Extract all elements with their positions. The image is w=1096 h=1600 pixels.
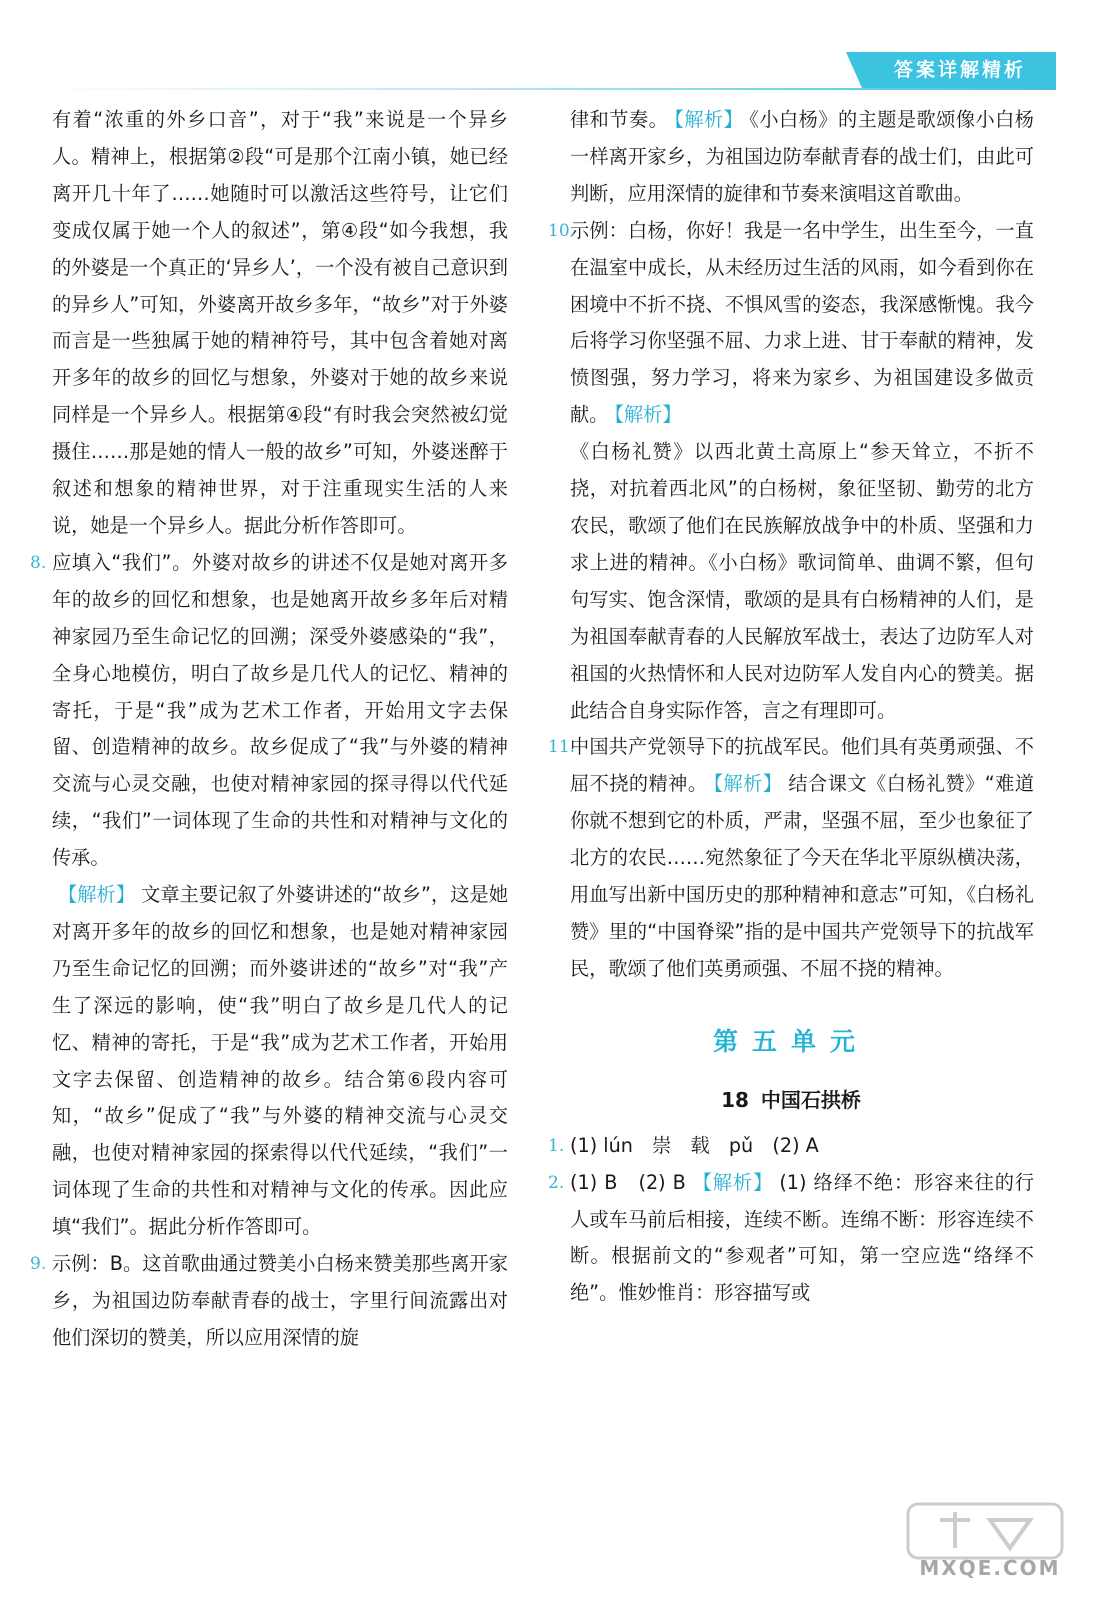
question-number: 1. xyxy=(548,1135,565,1156)
answer-paragraph xyxy=(30,545,508,877)
answer-paragraph xyxy=(30,102,508,545)
answer-paragraph xyxy=(548,213,1034,434)
analysis-tag: 【解析】 xyxy=(614,403,682,427)
question-number: 8. xyxy=(30,552,47,573)
header-divider xyxy=(40,88,1056,90)
answer-text: 律和节奏。 xyxy=(570,108,669,131)
lesson-heading xyxy=(548,1072,1034,1128)
analysis-tag: 【解析】 xyxy=(713,772,783,796)
analysis-tag: 【解析】 xyxy=(58,883,136,907)
analysis-paragraph xyxy=(548,434,1034,729)
answer-paragraph xyxy=(548,102,1034,213)
unit-heading: 第五单元 xyxy=(712,1026,869,1056)
answer-text: 有着“浓重的外乡口音”，对于“我”来说是一个异乡人。精神上，根据第②段“可是那个江南小镇，她已经离开几十年了……她随时可以激活这些符号，让它们变成仅属于她一个人的叙述”，第④段“如今我想，我的外婆是一个真正的‘异乡人’，一个没有被自己意识到的异乡人”可知，外婆离开故乡多年，“故乡”对于外婆而言是一些独属于她的精神符号，其中包含着她对离开多年的故乡的回忆与想象，外婆对于她的故乡来说同样是一个异乡人。根据第④段“有时我会突然被幻觉摄住……那是她的情人一般的故乡”可知，外婆迷醉于叙述和想象的精神世界，对于注重现实生活的人来说，她是一个异乡人。据此分析作答即可。 xyxy=(52,108,508,537)
answer-paragraph xyxy=(548,1128,1034,1165)
answer-text: (1) lún 崇 载 pǔ (2) A xyxy=(570,1133,819,1157)
answer-paragraph xyxy=(548,1165,1034,1313)
question-number: 10. xyxy=(548,220,576,241)
answer-text: 示例：白杨，你好！我是一名中学生，出生至今，一直在温室中成长，从未经历过生活的风雨，如今看到你在困境中不折不挠、不惧风雪的姿态，我深感惭愧。我今后将学习你坚强不屈、力求上进、甘于奉献的精神，发愤图强，努力学习，将来为家乡、为祖国建设多做贡献。 xyxy=(570,218,1034,427)
analysis-text: 文章主要记叙了外婆讲述的“故乡”，这是她对离开多年的故乡的回忆和想象，也是她对精神家园乃至生命记忆的回溯；而外婆讲述的“故乡”对“我”产生了深远的影响，使“我”明白了故乡是几代人的记忆、精神的寄托，于是“我”成为艺术工作者，开始用文字去保留、创造精神的故乡。结合第⑥段内容可知，“故乡”促成了“我”与外婆的精神交流与心灵交融，也使对精神家园的探索得以代代延续，“我们”一词体现了生命的共性和对精神与文化的传承。因此应填“我们”。据此分析作答即可。 xyxy=(52,883,509,1239)
analysis-text: 《小白杨》的主题是歌颂像小白杨一样离开家乡，为祖国边防奉献青春的战士们，由此可判断，应用深情的旋律和节奏来演唱这首歌曲。 xyxy=(570,108,1034,205)
right-column xyxy=(548,102,1034,1312)
watermark-text: MXQE.COM xyxy=(919,1556,1061,1580)
answer-paragraph xyxy=(30,1246,508,1357)
question-number: 2. xyxy=(548,1172,565,1193)
lesson-number: 18 xyxy=(721,1087,749,1112)
lesson-title: 中国石拱桥 xyxy=(760,1087,861,1112)
question-number: 9. xyxy=(30,1254,47,1275)
analysis-text: 《白杨礼赞》以西北黄土高原上“参天耸立，不折不挠，对抗着西北风”的白杨树，象征坚韧、勤劳的北方农民，歌颂了他们在民族解放战争中的朴质、坚强和力求上进的精神。《小白杨》歌词简单、曲调不繁，但句句写实、饱含深情，歌颂的是具有白杨精神的人们，是为祖国奉献青春的人民解放军战士，表达了边防军人对祖国的火热情怀和人民对边防军人发自内心的赞美。据此结合自身实际作答，言之有理即可。 xyxy=(570,440,1034,722)
answer-paragraph xyxy=(548,729,1034,987)
left-column xyxy=(30,102,508,1357)
question-number: 11. xyxy=(548,737,576,758)
answer-text: 示例：B。这首歌曲通过赞美小白杨来赞美那些离开家乡，为祖国边防奉献青春的战士，字里行间流露出对他们深切的赞美，所以应用深情的旋 xyxy=(52,1252,508,1349)
analysis-paragraph xyxy=(30,877,508,1246)
analysis-tag: 【解析】 xyxy=(674,108,744,131)
analysis-text: (1) 络绎不绝：形容来往的行人或车马前后相接，连续不断。连绵不断：形容连续不断。根据前文的“参观者”可知，第一空应选“络绎不绝”。惟妙惟肖：形容描写或 xyxy=(570,1170,1035,1305)
answer-text: (1) B (2) B xyxy=(570,1170,686,1194)
page-header-title: 答案详解精析 xyxy=(893,59,1026,81)
answer-text: 中国共产党领导下的抗战军民。他们具有英勇顽强、不屈不挠的精神。 xyxy=(570,735,1034,796)
answer-text: 应填入“我们”。外婆对故乡的讲述不仅是她对离开多年的故乡的回忆和想象，也是她离开故乡多年后对精神家园乃至生命记忆的回溯；深受外婆感染的“我”，全身心地模仿，明白了故乡是几代人的记忆、精神的寄托，于是“我”成为艺术工作者，开始用文字去保留、创造精神的故乡。故乡促成了“我”与外婆的精神交流与心灵交融，也使对精神家园的探寻得以代代延续，“我们”一词体现了生命的共性和对精神与文化的传承。 xyxy=(52,550,508,870)
analysis-text: 结合课文《白杨礼赞》“难道你就不想到它的朴质，严肃，坚强不屈，至少也象征了北方的农民……宛然象征了今天在华北平原纵横决荡，用血写出新中国历史的那种精神和意志”可知，《白杨礼赞》里的“中国脊梁”指的是中国共产党领导下的抗战军民，歌颂了他们英勇顽强、不屈不挠的精神。 xyxy=(570,772,1035,980)
analysis-tag: 【解析】 xyxy=(691,1170,774,1194)
